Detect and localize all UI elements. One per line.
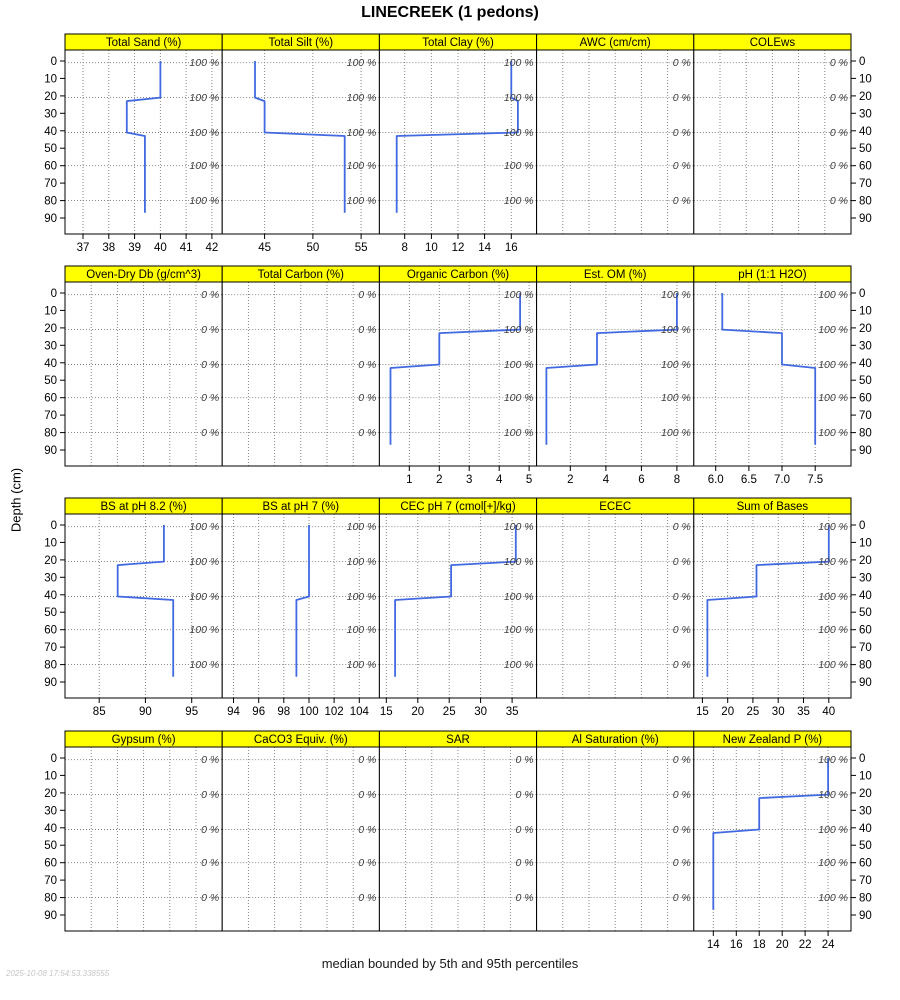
- fraction-label: 100 %: [818, 789, 848, 802]
- panel-total-clay: [379, 34, 536, 254]
- x-tick-label: 98: [277, 706, 291, 718]
- fraction-label: 0 %: [201, 754, 220, 767]
- fraction-label: 0 %: [672, 824, 691, 836]
- fraction-label: 100 %: [818, 427, 848, 440]
- x-tick-label: 18: [752, 939, 766, 951]
- panel-caco3-equiv: [222, 731, 379, 931]
- fraction-label: 0 %: [672, 892, 691, 905]
- fraction-label: 0 %: [358, 427, 377, 440]
- x-tick-label: 104: [349, 706, 369, 718]
- x-tick-label: 45: [258, 242, 271, 254]
- x-tick-label: 55: [354, 242, 368, 254]
- y-tick-label: 20: [859, 90, 872, 103]
- x-tick-label: 35: [505, 706, 519, 718]
- y-tick-label: 90: [44, 677, 57, 689]
- fraction-label: 0 %: [201, 289, 220, 302]
- y-tick-label: 40: [44, 589, 57, 602]
- panel-bs-at-ph-7: [222, 498, 379, 718]
- y-tick-label: 60: [44, 857, 57, 870]
- x-tick-label: 96: [252, 706, 266, 718]
- fraction-label: 100 %: [189, 92, 220, 105]
- x-tick-label: 20: [775, 939, 789, 951]
- fraction-label: 0 %: [672, 92, 691, 105]
- strip-label: pH (1:1 H2O): [738, 269, 807, 281]
- fraction-label: 100 %: [346, 57, 377, 70]
- y-tick-label: 40: [859, 589, 872, 602]
- y-tick-label: 60: [44, 624, 57, 637]
- fraction-label: 100 %: [503, 127, 534, 139]
- panel-ecec: [537, 498, 694, 698]
- x-tick-label: 38: [102, 242, 116, 254]
- y-tick-label: 50: [859, 375, 872, 388]
- y-tick-label: 70: [44, 178, 57, 191]
- fraction-label: 100 %: [503, 324, 534, 337]
- fraction-label: 100 %: [189, 521, 220, 534]
- fraction-label: 100 %: [503, 591, 534, 603]
- x-tick-label: 102: [324, 706, 344, 718]
- x-tick-label: 3: [465, 474, 473, 486]
- y-tick-label: 60: [859, 392, 872, 405]
- y-tick-label: 30: [44, 805, 57, 818]
- fraction-label: 0 %: [515, 824, 534, 836]
- y-tick-label: 40: [859, 125, 872, 138]
- fraction-label: 0 %: [672, 57, 691, 70]
- fraction-label: 100 %: [818, 392, 848, 405]
- fraction-label: 0 %: [515, 892, 534, 905]
- panel-new-zealand-p: [694, 731, 872, 951]
- y-tick-label: 30: [44, 108, 57, 121]
- y-tick-label: 20: [859, 554, 872, 567]
- y-tick-label: 50: [44, 840, 57, 853]
- fraction-label: 100 %: [189, 57, 220, 70]
- fraction-label: 0 %: [515, 857, 534, 870]
- panel-ph-1-1-h2o: [694, 266, 872, 486]
- strip-label: Sum of Bases: [736, 501, 809, 513]
- y-tick-label: 40: [859, 822, 872, 835]
- strip-label: CEC pH 7 (cmol[+]/kg): [400, 501, 516, 513]
- strip-label: Total Clay (%): [422, 37, 494, 49]
- fraction-label: 100 %: [503, 289, 534, 302]
- fraction-label: 100 %: [661, 289, 691, 302]
- x-tick-label: 35: [797, 706, 810, 718]
- y-tick-label: 50: [859, 840, 872, 853]
- fraction-label: 0 %: [358, 824, 377, 836]
- fraction-label: 100 %: [818, 624, 848, 637]
- y-tick-label: 50: [859, 143, 872, 156]
- fraction-label: 100 %: [661, 427, 691, 440]
- y-tick-label: 80: [44, 195, 57, 208]
- y-tick-label: 10: [44, 537, 57, 550]
- y-tick-label: 10: [859, 537, 872, 550]
- fraction-label: 100 %: [189, 160, 220, 173]
- y-tick-label: 40: [859, 357, 872, 370]
- strip-label: ECEC: [599, 501, 632, 513]
- y-tick-label: 0: [50, 520, 57, 532]
- fraction-label: 0 %: [672, 659, 691, 672]
- fraction-label: 100 %: [346, 195, 377, 208]
- y-tick-label: 90: [44, 445, 57, 457]
- fraction-label: 100 %: [818, 892, 848, 905]
- strip-label: CaCO3 Equiv. (%): [253, 734, 348, 746]
- y-tick-label: 80: [859, 195, 872, 208]
- fraction-label: 0 %: [829, 195, 848, 208]
- fraction-label: 100 %: [503, 160, 534, 173]
- y-tick-label: 0: [859, 288, 866, 300]
- x-tick-label: 25: [442, 706, 456, 718]
- fraction-label: 0 %: [515, 789, 534, 802]
- y-tick-label: 80: [859, 892, 872, 905]
- x-tick-label: 6.0: [707, 474, 724, 486]
- strip-label: BS at pH 7 (%): [262, 501, 340, 513]
- y-tick-label: 20: [44, 90, 57, 103]
- fraction-label: 100 %: [346, 591, 377, 603]
- strip-label: Al Saturation (%): [571, 734, 659, 746]
- x-tick-label: 42: [205, 242, 219, 254]
- x-tick-label: 50: [306, 242, 320, 254]
- y-tick-label: 30: [44, 572, 57, 585]
- x-tick-label: 6: [638, 474, 645, 486]
- y-tick-label: 50: [44, 607, 57, 620]
- fraction-label: 0 %: [672, 857, 691, 870]
- y-tick-label: 80: [44, 892, 57, 905]
- y-tick-label: 70: [859, 642, 872, 655]
- fraction-label: 100 %: [503, 392, 534, 405]
- y-tick-label: 0: [50, 753, 57, 765]
- y-tick-label: 70: [859, 875, 872, 888]
- fraction-label: 100 %: [818, 359, 848, 371]
- x-tick-label: 41: [179, 242, 193, 254]
- fraction-label: 100 %: [189, 556, 220, 569]
- fraction-label: 100 %: [503, 57, 534, 70]
- panel-cec-ph-7-cmol-kg: [379, 498, 536, 718]
- fraction-label: 100 %: [346, 160, 377, 173]
- y-tick-label: 20: [44, 554, 57, 567]
- strip-label: Total Sand (%): [105, 37, 182, 49]
- x-tick-label: 8: [673, 474, 681, 486]
- fraction-label: 100 %: [661, 324, 691, 337]
- panel-gypsum: [44, 731, 222, 931]
- fraction-label: 100 %: [818, 754, 848, 767]
- y-tick-label: 50: [44, 143, 57, 156]
- y-tick-label: 80: [44, 659, 57, 672]
- fraction-label: 0 %: [201, 359, 220, 371]
- x-tick-label: 7.5: [807, 474, 824, 486]
- y-tick-label: 0: [859, 520, 866, 532]
- chart-title: LINECREEK (1 pedons): [361, 4, 539, 21]
- fraction-label: 0 %: [358, 754, 377, 767]
- fraction-label: 0 %: [672, 591, 691, 603]
- strip-label: New Zealand P (%): [722, 734, 823, 746]
- fraction-label: 100 %: [189, 659, 220, 672]
- fraction-label: 100 %: [818, 591, 848, 603]
- fraction-label: 0 %: [515, 754, 534, 767]
- y-tick-label: 0: [50, 288, 57, 300]
- y-tick-label: 0: [859, 753, 866, 765]
- fraction-label: 0 %: [672, 195, 691, 208]
- fraction-label: 100 %: [346, 556, 377, 569]
- panel-organic-carbon: [379, 266, 536, 486]
- x-tick-label: 14: [478, 242, 491, 254]
- x-tick-label: 15: [379, 706, 393, 718]
- fraction-label: 0 %: [358, 892, 377, 905]
- strip-label: SAR: [446, 734, 470, 746]
- fraction-label: 0 %: [358, 359, 377, 371]
- x-tick-label: 7.0: [774, 474, 790, 486]
- fraction-label: 100 %: [503, 556, 534, 569]
- x-tick-label: 30: [474, 706, 487, 718]
- y-tick-label: 40: [44, 822, 57, 835]
- strip-label: BS at pH 8.2 (%): [100, 501, 187, 513]
- y-tick-label: 90: [859, 677, 872, 689]
- x-tick-label: 1: [406, 474, 413, 486]
- x-tick-label: 24: [821, 939, 835, 951]
- y-tick-label: 20: [44, 322, 57, 335]
- strip-label: COLEws: [749, 37, 796, 49]
- fraction-label: 100 %: [189, 591, 220, 603]
- fraction-label: 100 %: [818, 521, 848, 534]
- x-tick-label: 15: [696, 706, 709, 718]
- fraction-label: 100 %: [818, 824, 848, 836]
- x-tick-label: 14: [706, 939, 720, 951]
- y-tick-label: 10: [859, 305, 872, 318]
- strip-label: Oven-Dry Db (g/cm^3): [86, 269, 201, 281]
- y-tick-label: 90: [44, 213, 57, 225]
- y-tick-label: 20: [859, 787, 872, 800]
- x-tick-label: 5: [525, 474, 533, 486]
- y-tick-label: 30: [859, 805, 872, 818]
- y-tick-label: 30: [859, 108, 872, 121]
- x-tick-label: 12: [451, 242, 465, 254]
- fraction-label: 100 %: [346, 92, 377, 105]
- x-tick-label: 40: [822, 706, 836, 718]
- y-axis-title: Depth (cm): [8, 467, 24, 533]
- y-tick-label: 80: [44, 427, 57, 440]
- y-tick-label: 90: [859, 445, 872, 457]
- fraction-label: 0 %: [672, 754, 691, 767]
- y-tick-label: 90: [859, 213, 872, 225]
- panel-sar: [379, 731, 536, 931]
- fraction-label: 0 %: [672, 127, 691, 139]
- fraction-label: 0 %: [672, 624, 691, 637]
- y-tick-label: 40: [44, 357, 57, 370]
- x-tick-label: 90: [139, 706, 152, 718]
- timestamp: 2025-10-08 17:54:53.338555: [6, 969, 110, 978]
- y-tick-label: 20: [44, 787, 57, 800]
- y-tick-label: 90: [44, 910, 57, 922]
- fraction-label: 0 %: [829, 57, 848, 70]
- x-tick-label: 16: [504, 242, 518, 254]
- fraction-label: 100 %: [661, 359, 691, 371]
- fraction-label: 100 %: [346, 521, 377, 534]
- fraction-label: 100 %: [503, 659, 534, 672]
- fraction-label: 0 %: [201, 324, 220, 337]
- y-tick-label: 20: [859, 322, 872, 335]
- y-tick-label: 60: [859, 624, 872, 637]
- fraction-label: 100 %: [503, 624, 534, 637]
- panel-colews: [694, 34, 872, 234]
- fraction-label: 0 %: [358, 289, 377, 302]
- x-tick-label: 4: [495, 474, 503, 486]
- x-tick-label: 2: [567, 474, 574, 486]
- fraction-label: 100 %: [189, 127, 220, 139]
- fraction-label: 0 %: [201, 392, 220, 405]
- fraction-label: 0 %: [358, 789, 377, 802]
- x-tick-label: 40: [154, 242, 167, 254]
- fraction-label: 0 %: [672, 556, 691, 569]
- y-tick-label: 0: [859, 56, 866, 68]
- fraction-label: 0 %: [201, 789, 220, 802]
- y-tick-label: 30: [859, 572, 872, 585]
- fraction-label: 0 %: [201, 892, 220, 905]
- x-tick-label: 6.5: [740, 474, 757, 486]
- panel-est-om: [537, 266, 694, 486]
- y-tick-label: 50: [859, 607, 872, 620]
- x-tick-label: 4: [602, 474, 610, 486]
- caption: median bounded by 5th and 95th percentiles: [321, 956, 579, 971]
- y-tick-label: 70: [859, 410, 872, 423]
- fraction-label: 100 %: [346, 624, 377, 637]
- x-tick-label: 37: [76, 242, 90, 254]
- x-tick-label: 10: [425, 242, 438, 254]
- y-tick-label: 0: [50, 56, 57, 68]
- fraction-label: 100 %: [503, 427, 534, 440]
- panel-sum-of-bases: [694, 498, 872, 718]
- y-tick-label: 80: [859, 659, 872, 672]
- y-tick-label: 90: [859, 910, 872, 922]
- x-tick-label: 8: [401, 242, 408, 254]
- fraction-label: 0 %: [829, 160, 848, 173]
- panel-total-carbon: [222, 266, 379, 466]
- y-tick-label: 80: [859, 427, 872, 440]
- y-tick-label: 10: [859, 73, 872, 86]
- strip-label: Total Silt (%): [268, 37, 334, 49]
- y-tick-label: 30: [859, 340, 872, 353]
- y-tick-label: 10: [859, 770, 872, 783]
- y-tick-label: 60: [859, 160, 872, 173]
- y-tick-label: 70: [44, 642, 57, 655]
- x-tick-label: 30: [771, 706, 785, 718]
- strip-label: Organic Carbon (%): [406, 269, 510, 281]
- y-tick-label: 60: [44, 160, 57, 173]
- y-tick-label: 70: [44, 875, 57, 888]
- x-tick-label: 2: [436, 474, 443, 486]
- fraction-label: 100 %: [818, 659, 848, 672]
- y-tick-label: 60: [859, 857, 872, 870]
- x-tick-label: 95: [185, 706, 199, 718]
- x-tick-label: 20: [721, 706, 735, 718]
- y-tick-label: 10: [44, 305, 57, 318]
- x-tick-label: 85: [92, 706, 106, 718]
- strip-label: Est. OM (%): [583, 269, 647, 281]
- fraction-label: 100 %: [346, 127, 377, 139]
- fraction-label: 100 %: [503, 92, 534, 105]
- fraction-label: 0 %: [201, 857, 220, 870]
- fraction-label: 100 %: [189, 195, 220, 208]
- strip-label: Total Carbon (%): [257, 269, 344, 281]
- y-tick-label: 70: [859, 178, 872, 191]
- x-tick-label: 100: [299, 706, 319, 718]
- y-tick-label: 40: [44, 125, 57, 138]
- fraction-label: 100 %: [503, 195, 534, 208]
- y-tick-label: 30: [44, 340, 57, 353]
- fraction-label: 100 %: [818, 857, 848, 870]
- y-tick-label: 70: [44, 410, 57, 423]
- panel-oven-dry-db-g-cm-3: [44, 266, 222, 466]
- fraction-label: 0 %: [358, 857, 377, 870]
- x-tick-label: 22: [798, 939, 812, 951]
- strip-label: AWC (cm/cm): [579, 37, 651, 49]
- fraction-label: 0 %: [672, 789, 691, 802]
- fraction-label: 0 %: [829, 127, 848, 139]
- fraction-label: 0 %: [672, 160, 691, 173]
- y-tick-label: 10: [44, 73, 57, 86]
- x-tick-label: 39: [128, 242, 141, 254]
- panel-total-silt: [222, 34, 379, 254]
- fraction-label: 100 %: [818, 556, 848, 569]
- fraction-label: 0 %: [672, 521, 691, 534]
- x-tick-label: 16: [729, 939, 743, 951]
- x-tick-label: 25: [746, 706, 760, 718]
- panel-awc-cm-cm: [537, 34, 694, 234]
- fraction-label: 0 %: [358, 324, 377, 337]
- y-tick-label: 10: [44, 770, 57, 783]
- y-tick-label: 60: [44, 392, 57, 405]
- fraction-label: 100 %: [661, 392, 691, 405]
- strip-label: Gypsum (%): [111, 734, 176, 746]
- x-tick-label: 94: [227, 706, 240, 718]
- y-tick-label: 50: [44, 375, 57, 388]
- fraction-label: 0 %: [201, 824, 220, 836]
- fraction-label: 100 %: [818, 324, 848, 337]
- fraction-label: 100 %: [818, 289, 848, 302]
- fraction-label: 0 %: [829, 92, 848, 105]
- fraction-label: 0 %: [358, 392, 377, 405]
- fraction-label: 100 %: [189, 624, 220, 637]
- panel-al-saturation: [537, 731, 694, 931]
- fraction-label: 0 %: [201, 427, 220, 440]
- fraction-label: 100 %: [503, 521, 534, 534]
- x-tick-label: 20: [411, 706, 425, 718]
- panel-bs-at-ph-8-2: [44, 498, 222, 718]
- panel-total-sand: [44, 34, 222, 254]
- fraction-label: 100 %: [503, 359, 534, 371]
- fraction-label: 100 %: [346, 659, 377, 672]
